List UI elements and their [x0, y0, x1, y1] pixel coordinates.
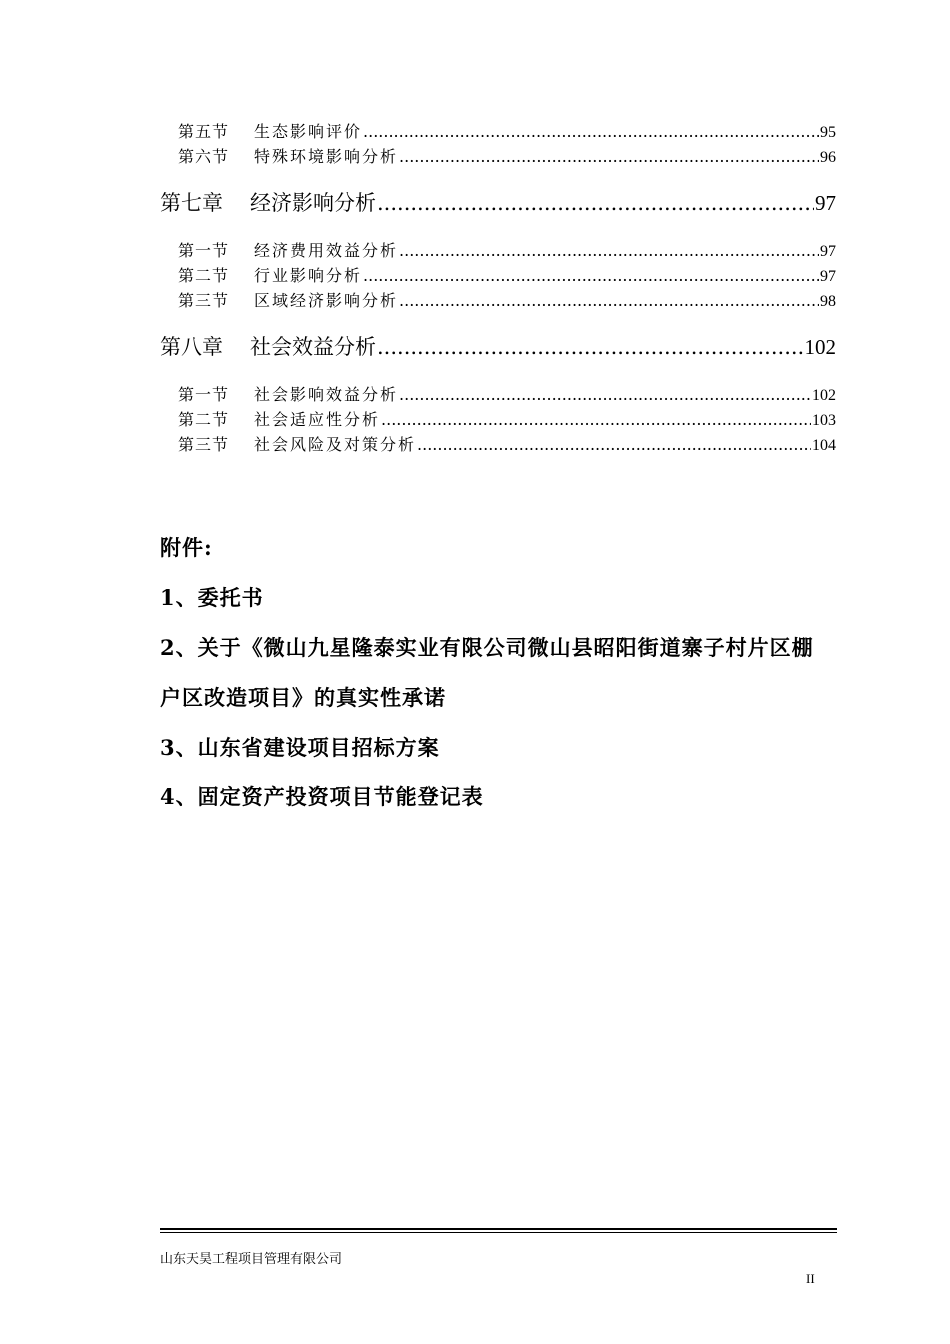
attachments-heading: 附件: [160, 535, 213, 560]
toc-chapter-number: 第七章 [160, 191, 223, 215]
toc-entry-section[interactable] [178, 144, 836, 166]
footer-page-number: II [806, 1271, 815, 1286]
attachment-item: 1、委托书 [160, 585, 264, 610]
attachment-item: 3、山东省建设项目招标方案 [160, 735, 440, 760]
toc-section-title: 特殊环境影响分析 [254, 147, 399, 166]
footer-rule [160, 1232, 837, 1233]
toc-section-number: 第二节 [178, 266, 230, 285]
toc-leader-dots [381, 410, 811, 429]
toc-page-number: 102 [804, 335, 836, 359]
toc-section-number: 第二节 [178, 410, 230, 429]
toc-section-title: 区域经济影响分析 [254, 291, 399, 310]
footer-company-name: 山东天昊工程项目管理有限公司 [160, 1251, 343, 1266]
toc-section-title: 社会风险及对策分析 [254, 435, 417, 454]
attachment-item-continuation: 户区改造项目》的真实性承诺 [160, 685, 446, 710]
toc-leader-dots [399, 385, 811, 404]
toc-page-number: 97 [820, 243, 836, 260]
toc-section-number: 第三节 [178, 435, 230, 454]
toc-entry-section[interactable] [178, 432, 836, 454]
footer-rule [160, 1228, 837, 1230]
attachment-item: 2、关于《微山九星隆泰实业有限公司微山县昭阳街道寨子村片区棚 [160, 635, 814, 660]
toc-section-number: 第六节 [178, 147, 230, 166]
toc-leader-dots [399, 147, 819, 166]
toc-section-number: 第一节 [178, 385, 230, 404]
toc-chapter-title: 经济影响分析 [250, 191, 376, 215]
toc-section-title: 社会影响效益分析 [254, 385, 399, 404]
toc-chapter-title: 社会效益分析 [250, 335, 376, 359]
toc-section-title: 经济费用效益分析 [254, 241, 399, 260]
toc-leader-dots [377, 335, 804, 359]
toc-page-number: 98 [820, 293, 836, 310]
toc-leader-dots [363, 266, 819, 285]
toc-chapter-number: 第八章 [160, 335, 223, 359]
toc-entry-chapter[interactable] [160, 331, 836, 361]
toc-section-number: 第五节 [178, 122, 230, 141]
toc-section-title: 社会适应性分析 [254, 410, 381, 429]
toc-entry-section[interactable] [178, 382, 836, 404]
toc-entry-section[interactable] [178, 407, 836, 429]
toc-section-title: 行业影响分析 [254, 266, 363, 285]
toc-page-number: 97 [820, 268, 836, 285]
toc-leader-dots [363, 122, 819, 141]
toc-section-number: 第三节 [178, 291, 230, 310]
toc-leader-dots [399, 291, 819, 310]
toc-leader-dots [399, 241, 819, 260]
toc-page-number: 95 [820, 124, 836, 141]
toc-entry-section[interactable] [178, 288, 836, 310]
toc-entry-section[interactable] [178, 238, 836, 260]
toc-entry-section[interactable] [178, 119, 836, 141]
toc-leader-dots [377, 191, 814, 215]
toc-section-title: 生态影响评价 [254, 122, 363, 141]
toc-page-number: 103 [812, 412, 836, 429]
toc-page-number: 102 [812, 387, 836, 404]
toc-leader-dots [417, 435, 811, 454]
toc-section-number: 第一节 [178, 241, 230, 260]
toc-entry-section[interactable] [178, 263, 836, 285]
toc-page-number: 97 [815, 191, 836, 215]
toc-entry-chapter[interactable] [160, 187, 836, 217]
toc-page-number: 96 [820, 149, 836, 166]
attachment-item: 4、固定资产投资项目节能登记表 [160, 784, 484, 809]
toc-page-number: 104 [812, 437, 836, 454]
